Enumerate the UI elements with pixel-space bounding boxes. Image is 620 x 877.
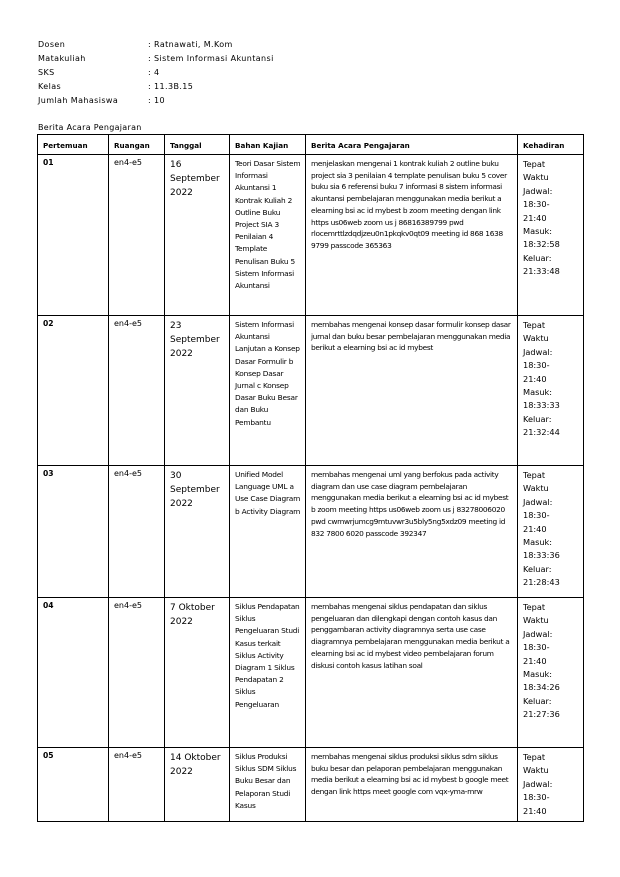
- kehadiran-line: 18:30-: [523, 199, 550, 210]
- cell-bahan-kajian: Siklus Pendapatan Siklus Pengeluaran Studi Kasus terkait Siklus Activity Diagram 1 Siklus Pendapatan 2 Siklus Pengeluaran: [230, 598, 306, 748]
- kehadiran-line: 21:40: [523, 805, 547, 816]
- kehadiran-line: Waktu: [523, 333, 549, 344]
- kehadiran-line: Waktu: [523, 615, 549, 626]
- header-bahan-kajian: Bahan Kajian: [230, 135, 306, 155]
- info-row-sks: [38, 66, 274, 80]
- kehadiran-line: Tepat: [523, 752, 546, 762]
- cell-ruangan: en4-e5: [109, 748, 165, 822]
- cell-ruangan: en4-e5: [109, 155, 165, 316]
- cell-berita-acara: membahas mengenai uml yang berfokus pada activity diagram dan use case diagram pembelajaran menggunakan media berikut a elearning bsi ac id mybest b zoom meeting https us06web zoom us j 83278006020 pwd cwmwrjumcg9mtuvwr3u5bly5ng5xdz09 meeting id 832 7800 6020 passcode 392347: [306, 466, 518, 598]
- cell-berita-acara: membahas mengenai siklus produksi siklus sdm siklus buku besar dan pelaporan pembelajaran menggunakan media berikut a elearning bsi ac id mybest b google meet dengan link https meet google com vqx-yma-mrw: [306, 748, 518, 822]
- info-value: : Sistem Informasi Akuntansi: [148, 54, 274, 63]
- kehadiran-line: 21:40: [523, 373, 547, 384]
- kehadiran-line: Jadwal:: [523, 628, 553, 639]
- info-label: Jumlah Mahasiswa: [38, 96, 119, 105]
- info-label: Kelas: [38, 82, 62, 91]
- kehadiran-line: Jadwal:: [523, 346, 553, 357]
- cell-ruangan: en4-e5: [109, 316, 165, 466]
- info-row-kelas: [38, 80, 274, 94]
- table-row: [38, 598, 584, 748]
- kehadiran-line: Jadwal:: [523, 778, 553, 789]
- cell-pertemuan: 02: [38, 316, 109, 466]
- info-row-dosen: [38, 38, 274, 52]
- cell-pertemuan: 01: [38, 155, 109, 316]
- cell-tanggal: 23 September 2022: [165, 316, 230, 466]
- cell-bahan-kajian: Sistem Informasi Akuntansi Lanjutan a Konsep Dasar Formulir b Konsep Dasar Jurnal c Konsep Dasar Buku Besar dan Buku Pembantu: [230, 316, 306, 466]
- kehadiran-line: Keluar:: [523, 413, 552, 424]
- kehadiran-line: Keluar:: [523, 252, 552, 263]
- kehadiran-line: 18:30-: [523, 792, 550, 803]
- info-label: Dosen: [38, 40, 66, 49]
- berita-acara-table: [37, 134, 584, 822]
- kehadiran-line: Keluar:: [523, 695, 552, 706]
- course-info: [38, 38, 274, 108]
- kehadiran-line: 18:30-: [523, 510, 550, 521]
- kehadiran-line: Keluar:: [523, 563, 552, 574]
- cell-pertemuan: 05: [38, 748, 109, 822]
- kehadiran-line: 21:40: [523, 212, 547, 223]
- cell-bahan-kajian: Siklus Produksi Siklus SDM Siklus Buku Besar dan Pelaporan Studi Kasus: [230, 748, 306, 822]
- kehadiran-line: Masuk:: [523, 669, 553, 680]
- kehadiran-line: Masuk:: [523, 226, 553, 237]
- table-row: [38, 316, 584, 466]
- cell-tanggal: 16 September 2022: [165, 155, 230, 316]
- kehadiran-line: 18:33:36: [523, 550, 560, 561]
- cell-berita-acara: membahas mengenai konsep dasar formulir konsep dasar jurnal dan buku besar pembelajaran menggunakan media berikut a elearning bsi ac id mybest: [306, 316, 518, 466]
- cell-kehadiran: [518, 316, 584, 466]
- info-value: : 10: [148, 96, 166, 105]
- kehadiran-line: Jadwal:: [523, 496, 553, 507]
- kehadiran-line: 18:34:26: [523, 682, 560, 693]
- table-row: [38, 748, 584, 822]
- cell-pertemuan: 04: [38, 598, 109, 748]
- cell-kehadiran: [518, 598, 584, 748]
- kehadiran-line: 21:40: [523, 655, 547, 666]
- kehadiran-line: Waktu: [523, 172, 549, 183]
- kehadiran-line: 18:32:58: [523, 239, 560, 250]
- kehadiran-line: Tepat: [523, 159, 546, 169]
- info-label: SKS: [38, 68, 55, 77]
- header-ruangan: Ruangan: [109, 135, 165, 155]
- cell-ruangan: en4-e5: [109, 598, 165, 748]
- kehadiran-line: 18:30-: [523, 360, 550, 371]
- cell-tanggal: 14 Oktober 2022: [165, 748, 230, 822]
- table-caption: Berita Acara Pengajaran: [38, 123, 142, 132]
- cell-ruangan: en4-e5: [109, 466, 165, 598]
- info-value: : 4: [148, 68, 160, 77]
- info-row-matakuliah: [38, 52, 274, 66]
- header-tanggal: Tanggal: [165, 135, 230, 155]
- kehadiran-line: 21:27:36: [523, 709, 560, 720]
- header-kehadiran: Kehadiran: [518, 135, 584, 155]
- table-header-row: [38, 135, 584, 155]
- kehadiran-line: Jadwal:: [523, 185, 553, 196]
- kehadiran-line: Tepat: [523, 320, 546, 330]
- cell-berita-acara: membahas mengenai siklus pendapatan dan siklus pengeluaran dan dilengkapi dengan contoh kasus dan penggambaran activity diagramnya serta use case diagramnya pembelajaran menggunakan media berikut a elearning bsi ac id mybest video pembelajaran forum diskusi contoh kasus latihan soal: [306, 598, 518, 748]
- kehadiran-line: 21:40: [523, 523, 547, 534]
- cell-berita-acara: menjelaskan mengenai 1 kontrak kuliah 2 outline buku project sia 3 penilaian 4 template penulisan buku 5 cover buku sia 6 referensi buku 7 informasi 8 sistem informasi akuntansi pembelajaran menggunakan media berikut a elearning bsi ac id mybest b zoom meeting dengan link https us06web zoom us j 86816389799 pwd rlocemrttlzdqdjzeu0n1pkqkv0qt09 meeting id 868 1638 9799 passcode 365363: [306, 155, 518, 316]
- info-value: : 11.3B.15: [148, 82, 194, 91]
- cell-bahan-kajian: Teori Dasar Sistem Informasi Akuntansi 1 Kontrak Kuliah 2 Outline Buku Project SIA 3 Penilaian 4 Template Penulisan Buku 5 Sistem Informasi Akuntansi: [230, 155, 306, 316]
- kehadiran-line: Masuk:: [523, 387, 553, 398]
- info-value: : Ratnawati, M.Kom: [148, 40, 233, 49]
- header-berita-acara: Berita Acara Pengajaran: [306, 135, 518, 155]
- cell-kehadiran: [518, 466, 584, 598]
- table-row: [38, 466, 584, 598]
- info-row-jumlah-mahasiswa: [38, 94, 274, 108]
- table-row: [38, 155, 584, 316]
- kehadiran-line: 21:33:48: [523, 266, 560, 277]
- kehadiran-line: 21:28:43: [523, 577, 560, 588]
- header-pertemuan: Pertemuan: [38, 135, 109, 155]
- kehadiran-line: 18:33:33: [523, 400, 560, 411]
- info-label: Matakuliah: [38, 54, 86, 63]
- kehadiran-line: Tepat: [523, 470, 546, 480]
- kehadiran-line: Masuk:: [523, 537, 553, 548]
- kehadiran-line: Waktu: [523, 483, 549, 494]
- cell-kehadiran: [518, 155, 584, 316]
- cell-bahan-kajian: Unified Model Language UML a Use Case Diagram b Activity Diagram: [230, 466, 306, 598]
- kehadiran-line: Waktu: [523, 765, 549, 776]
- kehadiran-line: Tepat: [523, 602, 546, 612]
- kehadiran-line: 18:30-: [523, 642, 550, 653]
- cell-kehadiran: [518, 748, 584, 822]
- kehadiran-line: 21:32:44: [523, 427, 560, 438]
- cell-tanggal: 7 Oktober 2022: [165, 598, 230, 748]
- cell-tanggal: 30 September 2022: [165, 466, 230, 598]
- cell-pertemuan: 03: [38, 466, 109, 598]
